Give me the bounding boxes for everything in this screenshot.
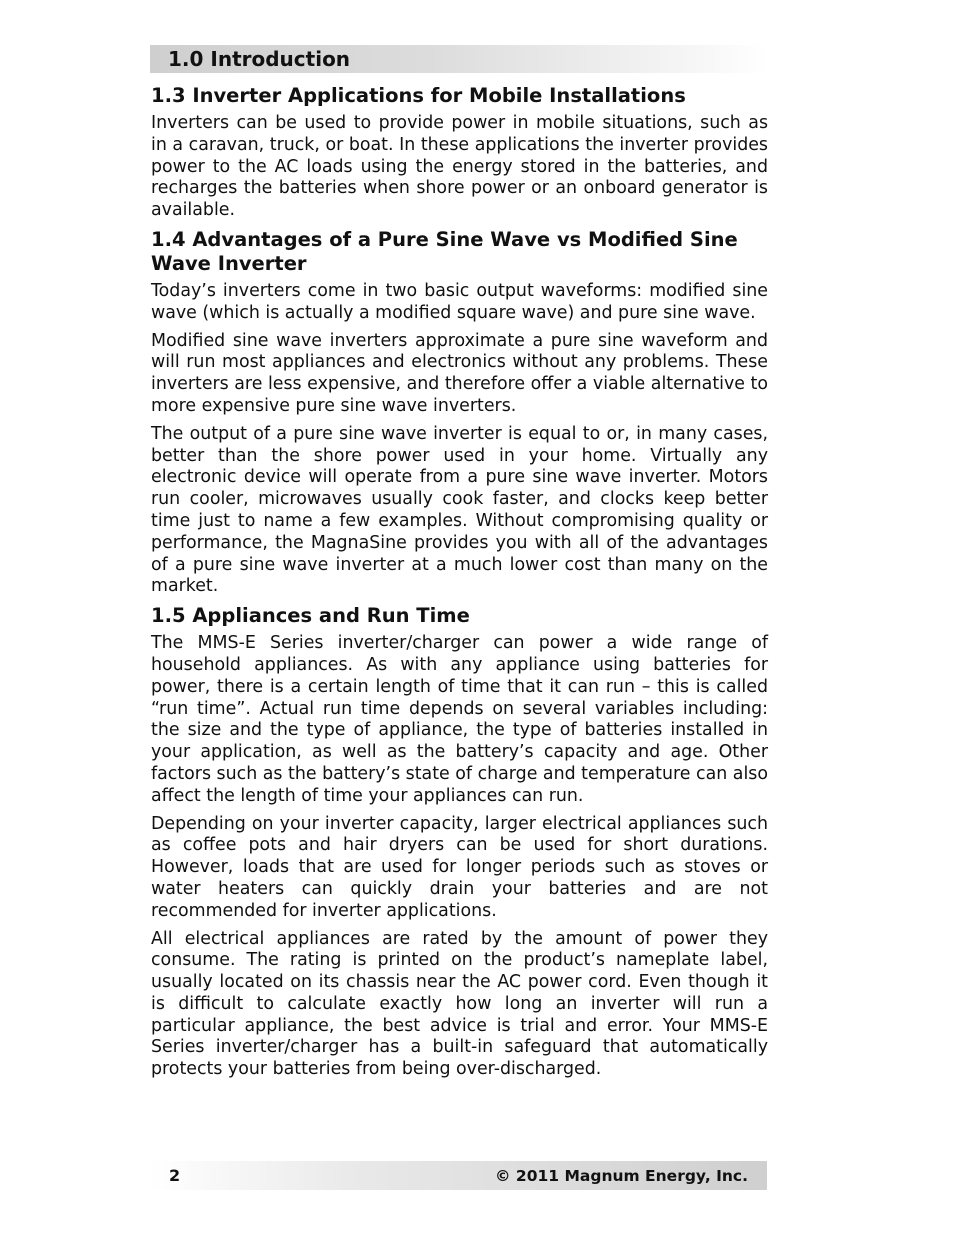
section-heading-1-5: 1.5 Appliances and Run Time xyxy=(151,604,470,628)
section-heading-1-3: 1.3 Inverter Applications for Mobile Installations xyxy=(151,84,686,107)
paragraph-modified-sine: Modified sine wave inverters approximate a pure sine waveform and will run most appliances and electronics without any problems. These inverters are less expensive, and therefore offer a viable alternative to more expensive pure sine wave inverters. xyxy=(151,330,768,416)
paragraph-pure-sine: The output of a pure sine wave inverter is equal to or, in many cases, better than the shore power used in your home. Virtually any electronic device will operate from a pure sine wave inverter. Motors run cooler, microwaves usually cook faster, and clocks keep better time just to name a few examples. Without compromising quality or performance, the MagnaSine provides you with all of the advantages of a pure sine wave inverter at a much lower cost than many on the market. xyxy=(151,423,768,597)
chapter-header-band xyxy=(150,45,768,73)
page-body xyxy=(151,84,768,1087)
paragraph-inverter-capacity: Depending on your inverter capacity, larger electrical appliances such as coffee pots and hair dryers can be used for short durations. However, loads that are used for longer periods such as stoves or water heaters can quickly drain your batteries and are not recommended for inverter applications. xyxy=(151,813,768,921)
paragraph-waveforms: Today’s inverters come in two basic output waveforms: modified sine wave (which is actually a modified square wave) and pure sine wave. xyxy=(151,280,768,323)
page-number: 2 xyxy=(169,1166,181,1185)
paragraph-mobile-installations: Inverters can be used to provide power in mobile situations, such as in a caravan, truck, or boat. In these applications the inverter provides power to the AC loads using the energy stored in the batteries, and recharges the batteries when shore power or an onboard generator is available. xyxy=(151,113,768,221)
paragraph-power-rating: All electrical appliances are rated by the amount of power they consume. The rating is printed on the product’s nameplate label, usually located on its chassis near the AC power cord. Even though it is difficult to calculate exactly how long an inverter will run a particular appliance, the best advice is trial and error. Your MMS-E Series inverter/charger has a built-in safeguard that automatically protects your batteries from being over-discharged. xyxy=(151,928,768,1080)
page-footer-band xyxy=(150,1161,767,1190)
paragraph-run-time: The MMS-E Series inverter/charger can power a wide range of household appliances. As with any appliance using batteries for power, there is a certain length of time that it can run – this is called “run time”. Actual run time depends on several variables including: the size and the type of appliance, the type of batteries installed in your application, as well as the battery’s capacity and age. Other factors such as the battery’s state of charge and temperature can also affect the length of time your appliances can run. xyxy=(151,633,768,806)
chapter-title: 1.0 Introduction xyxy=(168,47,351,71)
copyright-notice: © 2011 Magnum Energy, Inc. xyxy=(495,1167,748,1185)
section-heading-1-4: 1.4 Advantages of a Pure Sine Wave vs Modified Sine Wave Inverter xyxy=(151,227,738,275)
